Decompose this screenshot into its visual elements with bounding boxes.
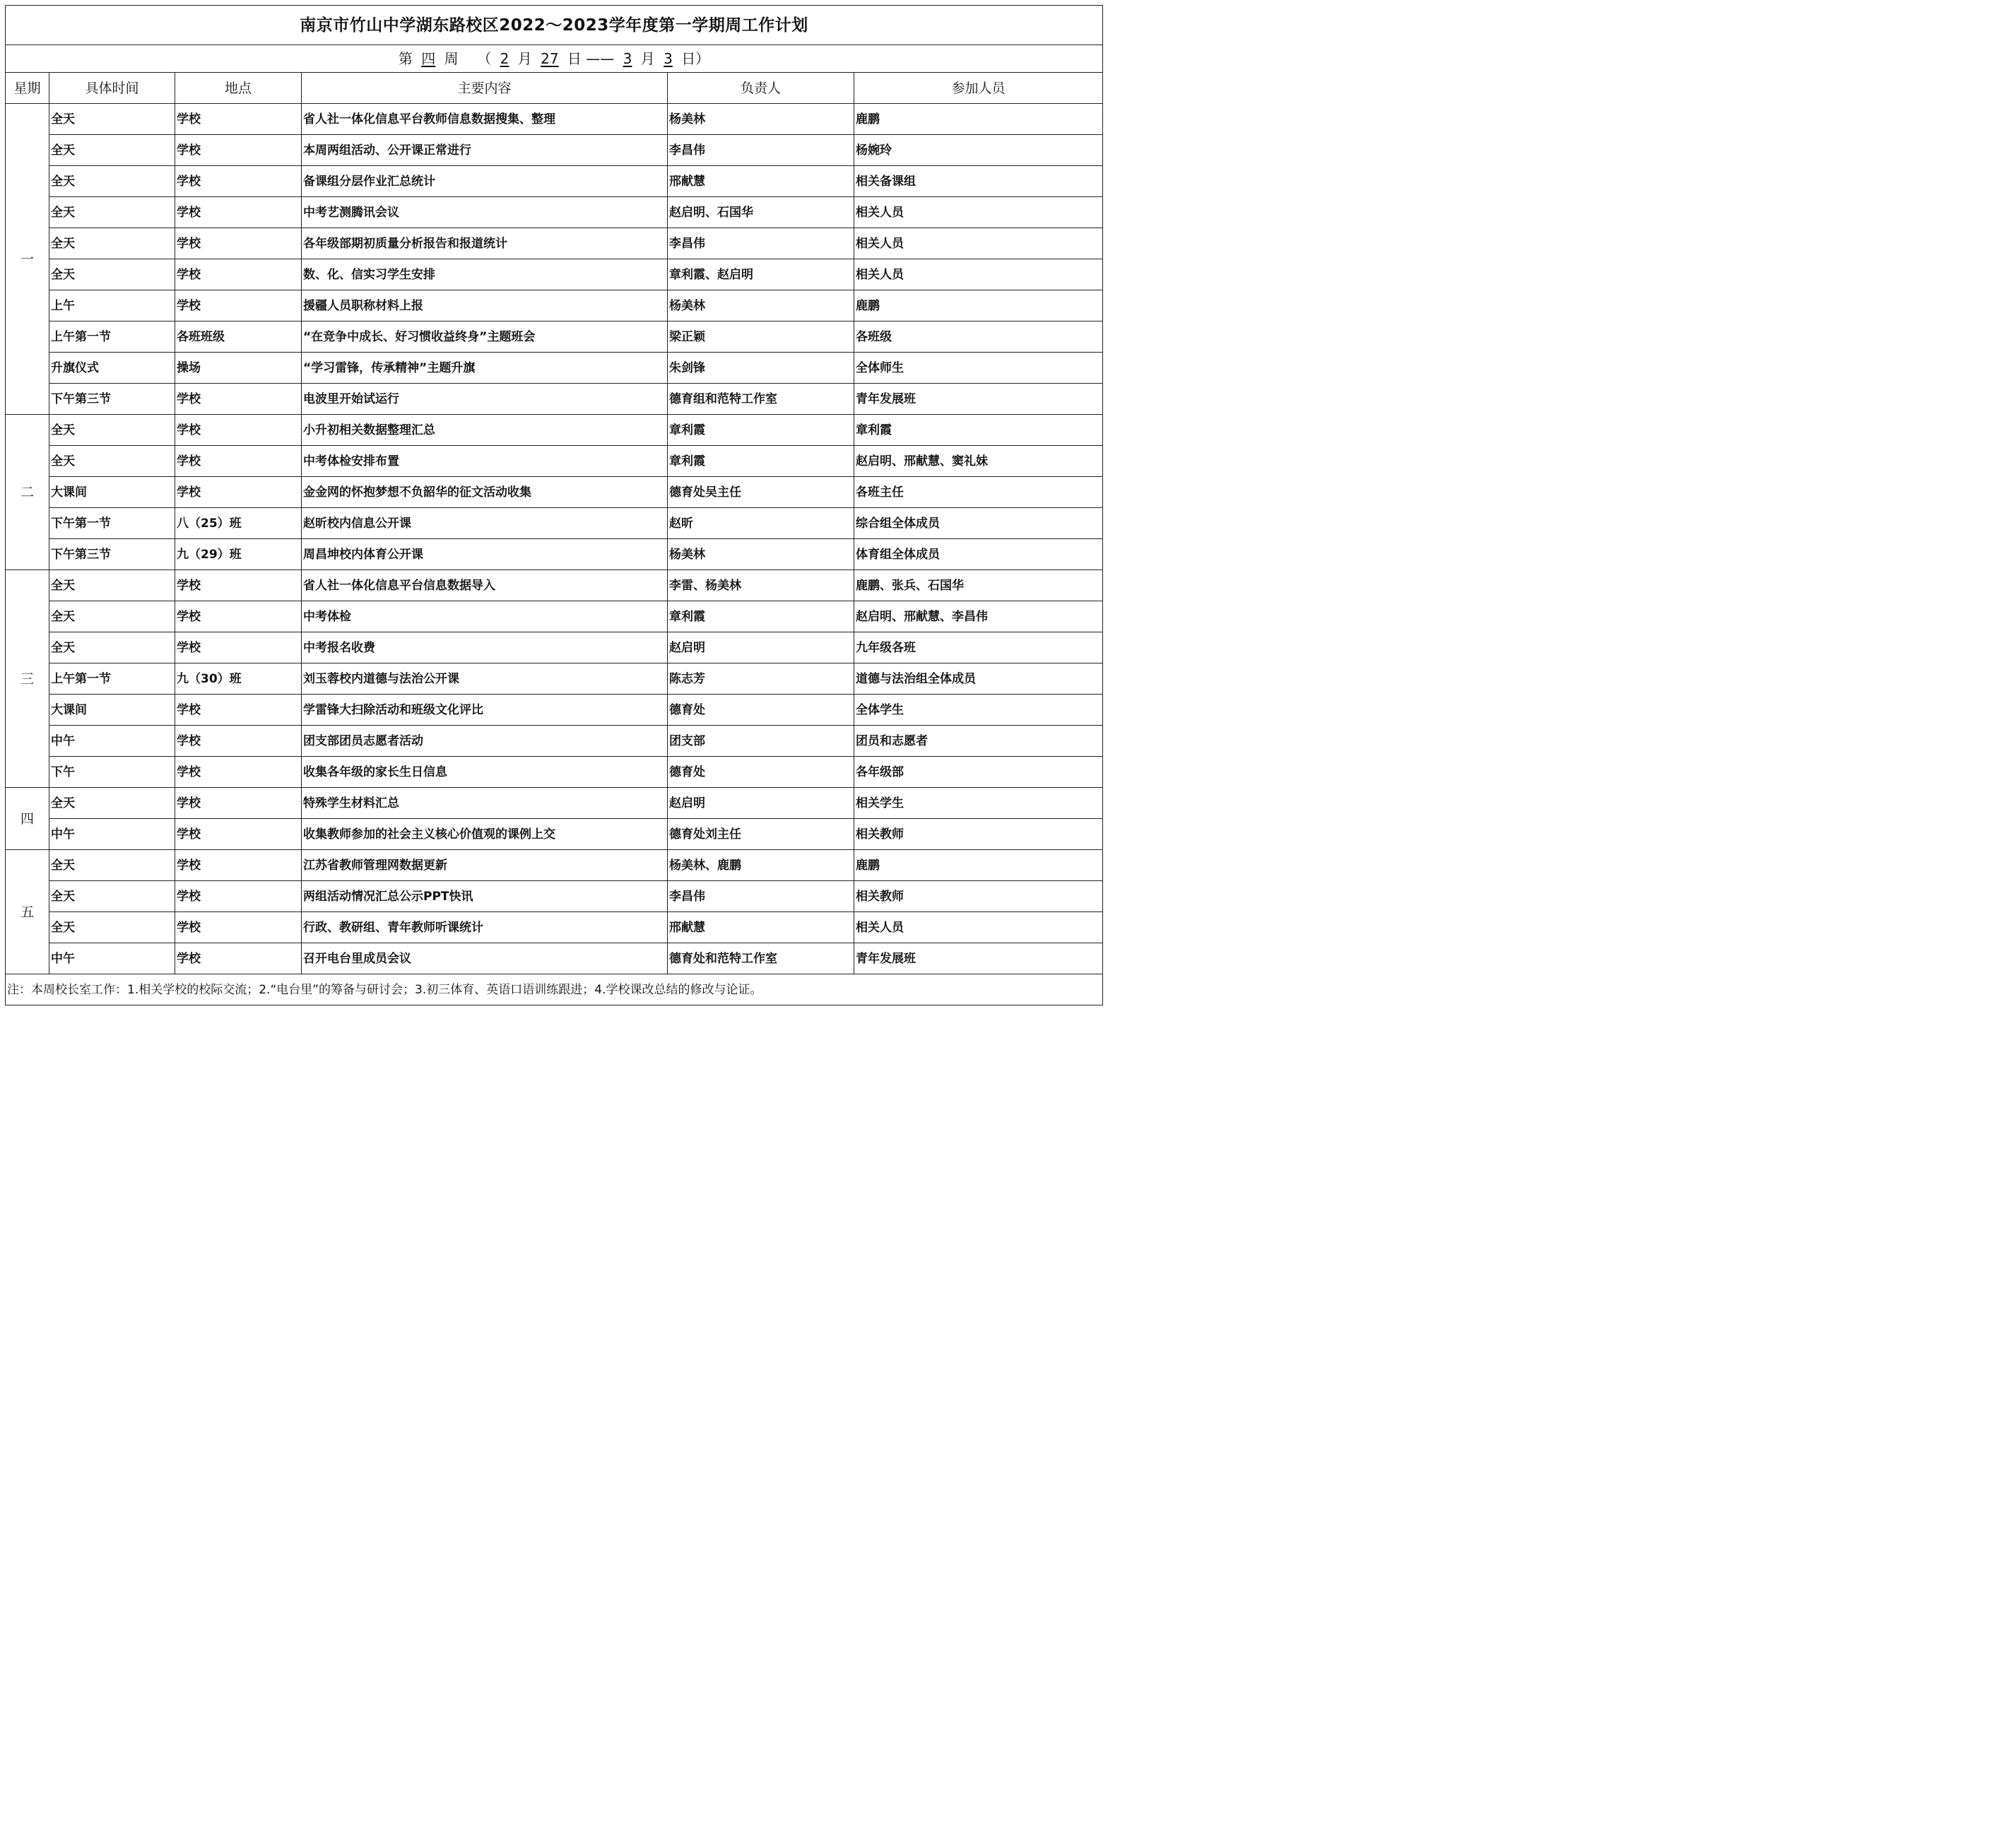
participants-cell: 相关人员: [854, 228, 1103, 259]
content-cell: 赵昕校内信息公开课: [302, 508, 668, 539]
content-cell: 周昌坤校内体育公开课: [302, 539, 668, 570]
content-cell: 中考体检安排布置: [302, 446, 668, 477]
owner-cell: 德育组和范特工作室: [668, 384, 854, 415]
week-prefix: 第: [398, 50, 413, 67]
week-suffix: 周: [444, 50, 459, 67]
participants-cell: 相关备课组: [854, 166, 1103, 197]
content-cell: 两组活动情况汇总公示PPT快讯: [302, 881, 668, 912]
content-cell: “学习雷锋，传承精神”主题升旗: [302, 353, 668, 384]
page-title: 南京市竹山中学湖东路校区2022～2023学年度第一学期周工作计划: [6, 6, 1103, 45]
owner-cell: 章利霞: [668, 415, 854, 446]
owner-cell: 赵昕: [668, 508, 854, 539]
place-cell: 学校: [175, 570, 302, 601]
content-cell: 数、化、信实习学生安排: [302, 259, 668, 290]
weekday-cell: 三: [6, 570, 49, 788]
owner-cell: 李雷、杨美林: [668, 570, 854, 601]
time-cell: 全天: [49, 912, 175, 943]
time-cell: 全天: [49, 228, 175, 259]
participants-cell: 相关学生: [854, 788, 1103, 819]
time-cell: 全天: [49, 788, 175, 819]
weekday-cell: 五: [6, 850, 49, 974]
time-cell: 全天: [49, 850, 175, 881]
participants-cell: 相关教师: [854, 881, 1103, 912]
time-cell: 下午第三节: [49, 384, 175, 415]
content-cell: 召开电台里成员会议: [302, 943, 668, 974]
content-cell: 小升初相关数据整理汇总: [302, 415, 668, 446]
table-row: [6, 135, 1103, 166]
participants-cell: 相关人员: [854, 912, 1103, 943]
place-cell: 学校: [175, 477, 302, 508]
time-cell: 下午: [49, 757, 175, 788]
end-month: 3: [623, 50, 632, 67]
place-cell: 学校: [175, 228, 302, 259]
table-row: [6, 757, 1103, 788]
table-row: [6, 912, 1103, 943]
owner-cell: 德育处刘主任: [668, 819, 854, 850]
owner-cell: 杨美林: [668, 539, 854, 570]
place-cell: 学校: [175, 632, 302, 663]
time-cell: 全天: [49, 601, 175, 632]
place-cell: 学校: [175, 726, 302, 757]
place-cell: 学校: [175, 384, 302, 415]
participants-cell: 相关人员: [854, 259, 1103, 290]
owner-cell: 李昌伟: [668, 881, 854, 912]
participants-cell: 鹿鹏: [854, 104, 1103, 135]
time-cell: 全天: [49, 632, 175, 663]
weekday-cell: 二: [6, 415, 49, 570]
content-cell: 电波里开始试运行: [302, 384, 668, 415]
owner-cell: 赵启明: [668, 788, 854, 819]
owner-cell: 赵启明: [668, 632, 854, 663]
content-cell: 备课组分层作业汇总统计: [302, 166, 668, 197]
header-participants: 参加人员: [854, 73, 1103, 104]
table-row: [6, 477, 1103, 508]
content-cell: 省人社一体化信息平台教师信息数据搜集、整理: [302, 104, 668, 135]
place-cell: 学校: [175, 881, 302, 912]
table-row: [6, 695, 1103, 726]
owner-cell: 德育处: [668, 757, 854, 788]
end-close: 日）: [681, 50, 710, 67]
table-row: [6, 663, 1103, 695]
time-cell: 全天: [49, 446, 175, 477]
week-range: [6, 45, 1103, 73]
owner-cell: 陈志芳: [668, 663, 854, 695]
table-row: [6, 850, 1103, 881]
time-cell: 全天: [49, 135, 175, 166]
table-row: [6, 539, 1103, 570]
table-row: [6, 819, 1103, 850]
time-cell: 中午: [49, 726, 175, 757]
participants-cell: 相关人员: [854, 197, 1103, 228]
owner-cell: 朱剑锋: [668, 353, 854, 384]
range-dash: ——: [586, 50, 615, 67]
content-cell: 行政、教研组、青年教师听课统计: [302, 912, 668, 943]
content-cell: 援疆人员职称材料上报: [302, 290, 668, 321]
end-day: 3: [664, 50, 673, 67]
place-cell: 学校: [175, 695, 302, 726]
table-row: [6, 290, 1103, 321]
content-cell: 特殊学生材料汇总: [302, 788, 668, 819]
header-owner: 负责人: [668, 73, 854, 104]
time-cell: 全天: [49, 881, 175, 912]
content-cell: 收集各年级的家长生日信息: [302, 757, 668, 788]
owner-cell: 德育处: [668, 695, 854, 726]
table-row: [6, 415, 1103, 446]
content-cell: 江苏省教师管理网数据更新: [302, 850, 668, 881]
header-row: [6, 73, 1103, 104]
week-number: 四: [421, 50, 436, 67]
table-row: [6, 104, 1103, 135]
participants-cell: 青年发展班: [854, 943, 1103, 974]
place-cell: 学校: [175, 943, 302, 974]
content-cell: 学雷锋大扫除活动和班级文化评比: [302, 695, 668, 726]
footer-note: 注：本周校长室工作：1.相关学校的校际交流；2.“电台里”的筹备与研讨会；3.初三体育、英语口语训练跟进；4.学校课改总结的修改与论证。: [6, 974, 1103, 1005]
header-time: 具体时间: [49, 73, 175, 104]
place-cell: 学校: [175, 850, 302, 881]
weekday-cell: 一: [6, 104, 49, 415]
time-cell: 上午: [49, 290, 175, 321]
owner-cell: 杨美林: [668, 104, 854, 135]
place-cell: 学校: [175, 290, 302, 321]
owner-cell: 章利霞、赵启明: [668, 259, 854, 290]
place-cell: 九（29）班: [175, 539, 302, 570]
place-cell: 学校: [175, 601, 302, 632]
participants-cell: 各班主任: [854, 477, 1103, 508]
participants-cell: 杨婉玲: [854, 135, 1103, 166]
participants-cell: 体育组全体成员: [854, 539, 1103, 570]
participants-cell: 章利霞: [854, 415, 1103, 446]
time-cell: 全天: [49, 415, 175, 446]
table-row: [6, 881, 1103, 912]
place-cell: 学校: [175, 757, 302, 788]
start-month-label: 月: [517, 50, 532, 67]
owner-cell: 团支部: [668, 726, 854, 757]
time-cell: 全天: [49, 570, 175, 601]
place-cell: 学校: [175, 166, 302, 197]
end-month-label: 月: [640, 50, 655, 67]
time-cell: 全天: [49, 104, 175, 135]
owner-cell: 杨美林: [668, 290, 854, 321]
place-cell: 八（25）班: [175, 508, 302, 539]
content-cell: 本周两组活动、公开课正常进行: [302, 135, 668, 166]
participants-cell: 九年级各班: [854, 632, 1103, 663]
time-cell: 全天: [49, 166, 175, 197]
time-cell: 全天: [49, 197, 175, 228]
table-row: [6, 788, 1103, 819]
participants-cell: 全体师生: [854, 353, 1103, 384]
place-cell: 操场: [175, 353, 302, 384]
owner-cell: 章利霞: [668, 446, 854, 477]
header-day: 星期: [6, 73, 49, 104]
table-row: [6, 259, 1103, 290]
place-cell: 学校: [175, 415, 302, 446]
owner-cell: 章利霞: [668, 601, 854, 632]
place-cell: 学校: [175, 135, 302, 166]
owner-cell: 杨美林、鹿鹏: [668, 850, 854, 881]
table-row: [6, 601, 1103, 632]
table-row: [6, 228, 1103, 259]
time-cell: 下午第一节: [49, 508, 175, 539]
content-cell: 各年级部期初质量分析报告和报道统计: [302, 228, 668, 259]
place-cell: 学校: [175, 819, 302, 850]
owner-cell: 德育处吴主任: [668, 477, 854, 508]
participants-cell: 各年级部: [854, 757, 1103, 788]
owner-cell: 德育处和范特工作室: [668, 943, 854, 974]
owner-cell: 李昌伟: [668, 135, 854, 166]
header-place: 地点: [175, 73, 302, 104]
content-cell: “在竞争中成长、好习惯收益终身”主题班会: [302, 321, 668, 353]
week-open-paren: （: [477, 50, 492, 67]
content-cell: 金金网的怀抱梦想不负韶华的征文活动收集: [302, 477, 668, 508]
place-cell: 九（30）班: [175, 663, 302, 695]
time-cell: 大课间: [49, 695, 175, 726]
table-row: [6, 632, 1103, 663]
place-cell: 学校: [175, 912, 302, 943]
content-cell: 中考艺测腾讯会议: [302, 197, 668, 228]
owner-cell: 梁正颖: [668, 321, 854, 353]
table-row: [6, 726, 1103, 757]
time-cell: 上午第一节: [49, 663, 175, 695]
table-row: [6, 353, 1103, 384]
content-cell: 收集教师参加的社会主义核心价值观的课例上交: [302, 819, 668, 850]
participants-cell: 赵启明、邢献慧、窦礼妹: [854, 446, 1103, 477]
time-cell: 下午第三节: [49, 539, 175, 570]
place-cell: 学校: [175, 259, 302, 290]
table-row: [6, 943, 1103, 974]
participants-cell: 鹿鹏: [854, 850, 1103, 881]
table-row: [6, 384, 1103, 415]
participants-cell: 道德与法治组全体成员: [854, 663, 1103, 695]
participants-cell: 赵启明、邢献慧、李昌伟: [854, 601, 1103, 632]
content-cell: 团支部团员志愿者活动: [302, 726, 668, 757]
place-cell: 各班班级: [175, 321, 302, 353]
place-cell: 学校: [175, 197, 302, 228]
table-row: [6, 166, 1103, 197]
table-row: [6, 321, 1103, 353]
time-cell: 全天: [49, 259, 175, 290]
participants-cell: 各班级: [854, 321, 1103, 353]
weekday-cell: 四: [6, 788, 49, 850]
table-row: [6, 197, 1103, 228]
weekly-plan-table: [5, 5, 1103, 1005]
owner-cell: 李昌伟: [668, 228, 854, 259]
place-cell: 学校: [175, 104, 302, 135]
start-day-label: 日: [567, 50, 582, 67]
participants-cell: 鹿鹏: [854, 290, 1103, 321]
content-cell: 省人社一体化信息平台信息数据导入: [302, 570, 668, 601]
start-day: 27: [541, 50, 559, 67]
header-content: 主要内容: [302, 73, 668, 104]
place-cell: 学校: [175, 788, 302, 819]
owner-cell: 邢献慧: [668, 912, 854, 943]
table-row: [6, 446, 1103, 477]
owner-cell: 邢献慧: [668, 166, 854, 197]
participants-cell: 全体学生: [854, 695, 1103, 726]
participants-cell: 青年发展班: [854, 384, 1103, 415]
content-cell: 中考报名收费: [302, 632, 668, 663]
time-cell: 中午: [49, 819, 175, 850]
participants-cell: 鹿鹏、张兵、石国华: [854, 570, 1103, 601]
content-cell: 中考体检: [302, 601, 668, 632]
content-cell: 刘玉蓉校内道德与法治公开课: [302, 663, 668, 695]
table-row: [6, 570, 1103, 601]
time-cell: 大课间: [49, 477, 175, 508]
owner-cell: 赵启明、石国华: [668, 197, 854, 228]
place-cell: 学校: [175, 446, 302, 477]
time-cell: 中午: [49, 943, 175, 974]
participants-cell: 相关教师: [854, 819, 1103, 850]
start-month: 2: [500, 50, 509, 67]
table-row: [6, 508, 1103, 539]
participants-cell: 综合组全体成员: [854, 508, 1103, 539]
time-cell: 升旗仪式: [49, 353, 175, 384]
time-cell: 上午第一节: [49, 321, 175, 353]
participants-cell: 团员和志愿者: [854, 726, 1103, 757]
